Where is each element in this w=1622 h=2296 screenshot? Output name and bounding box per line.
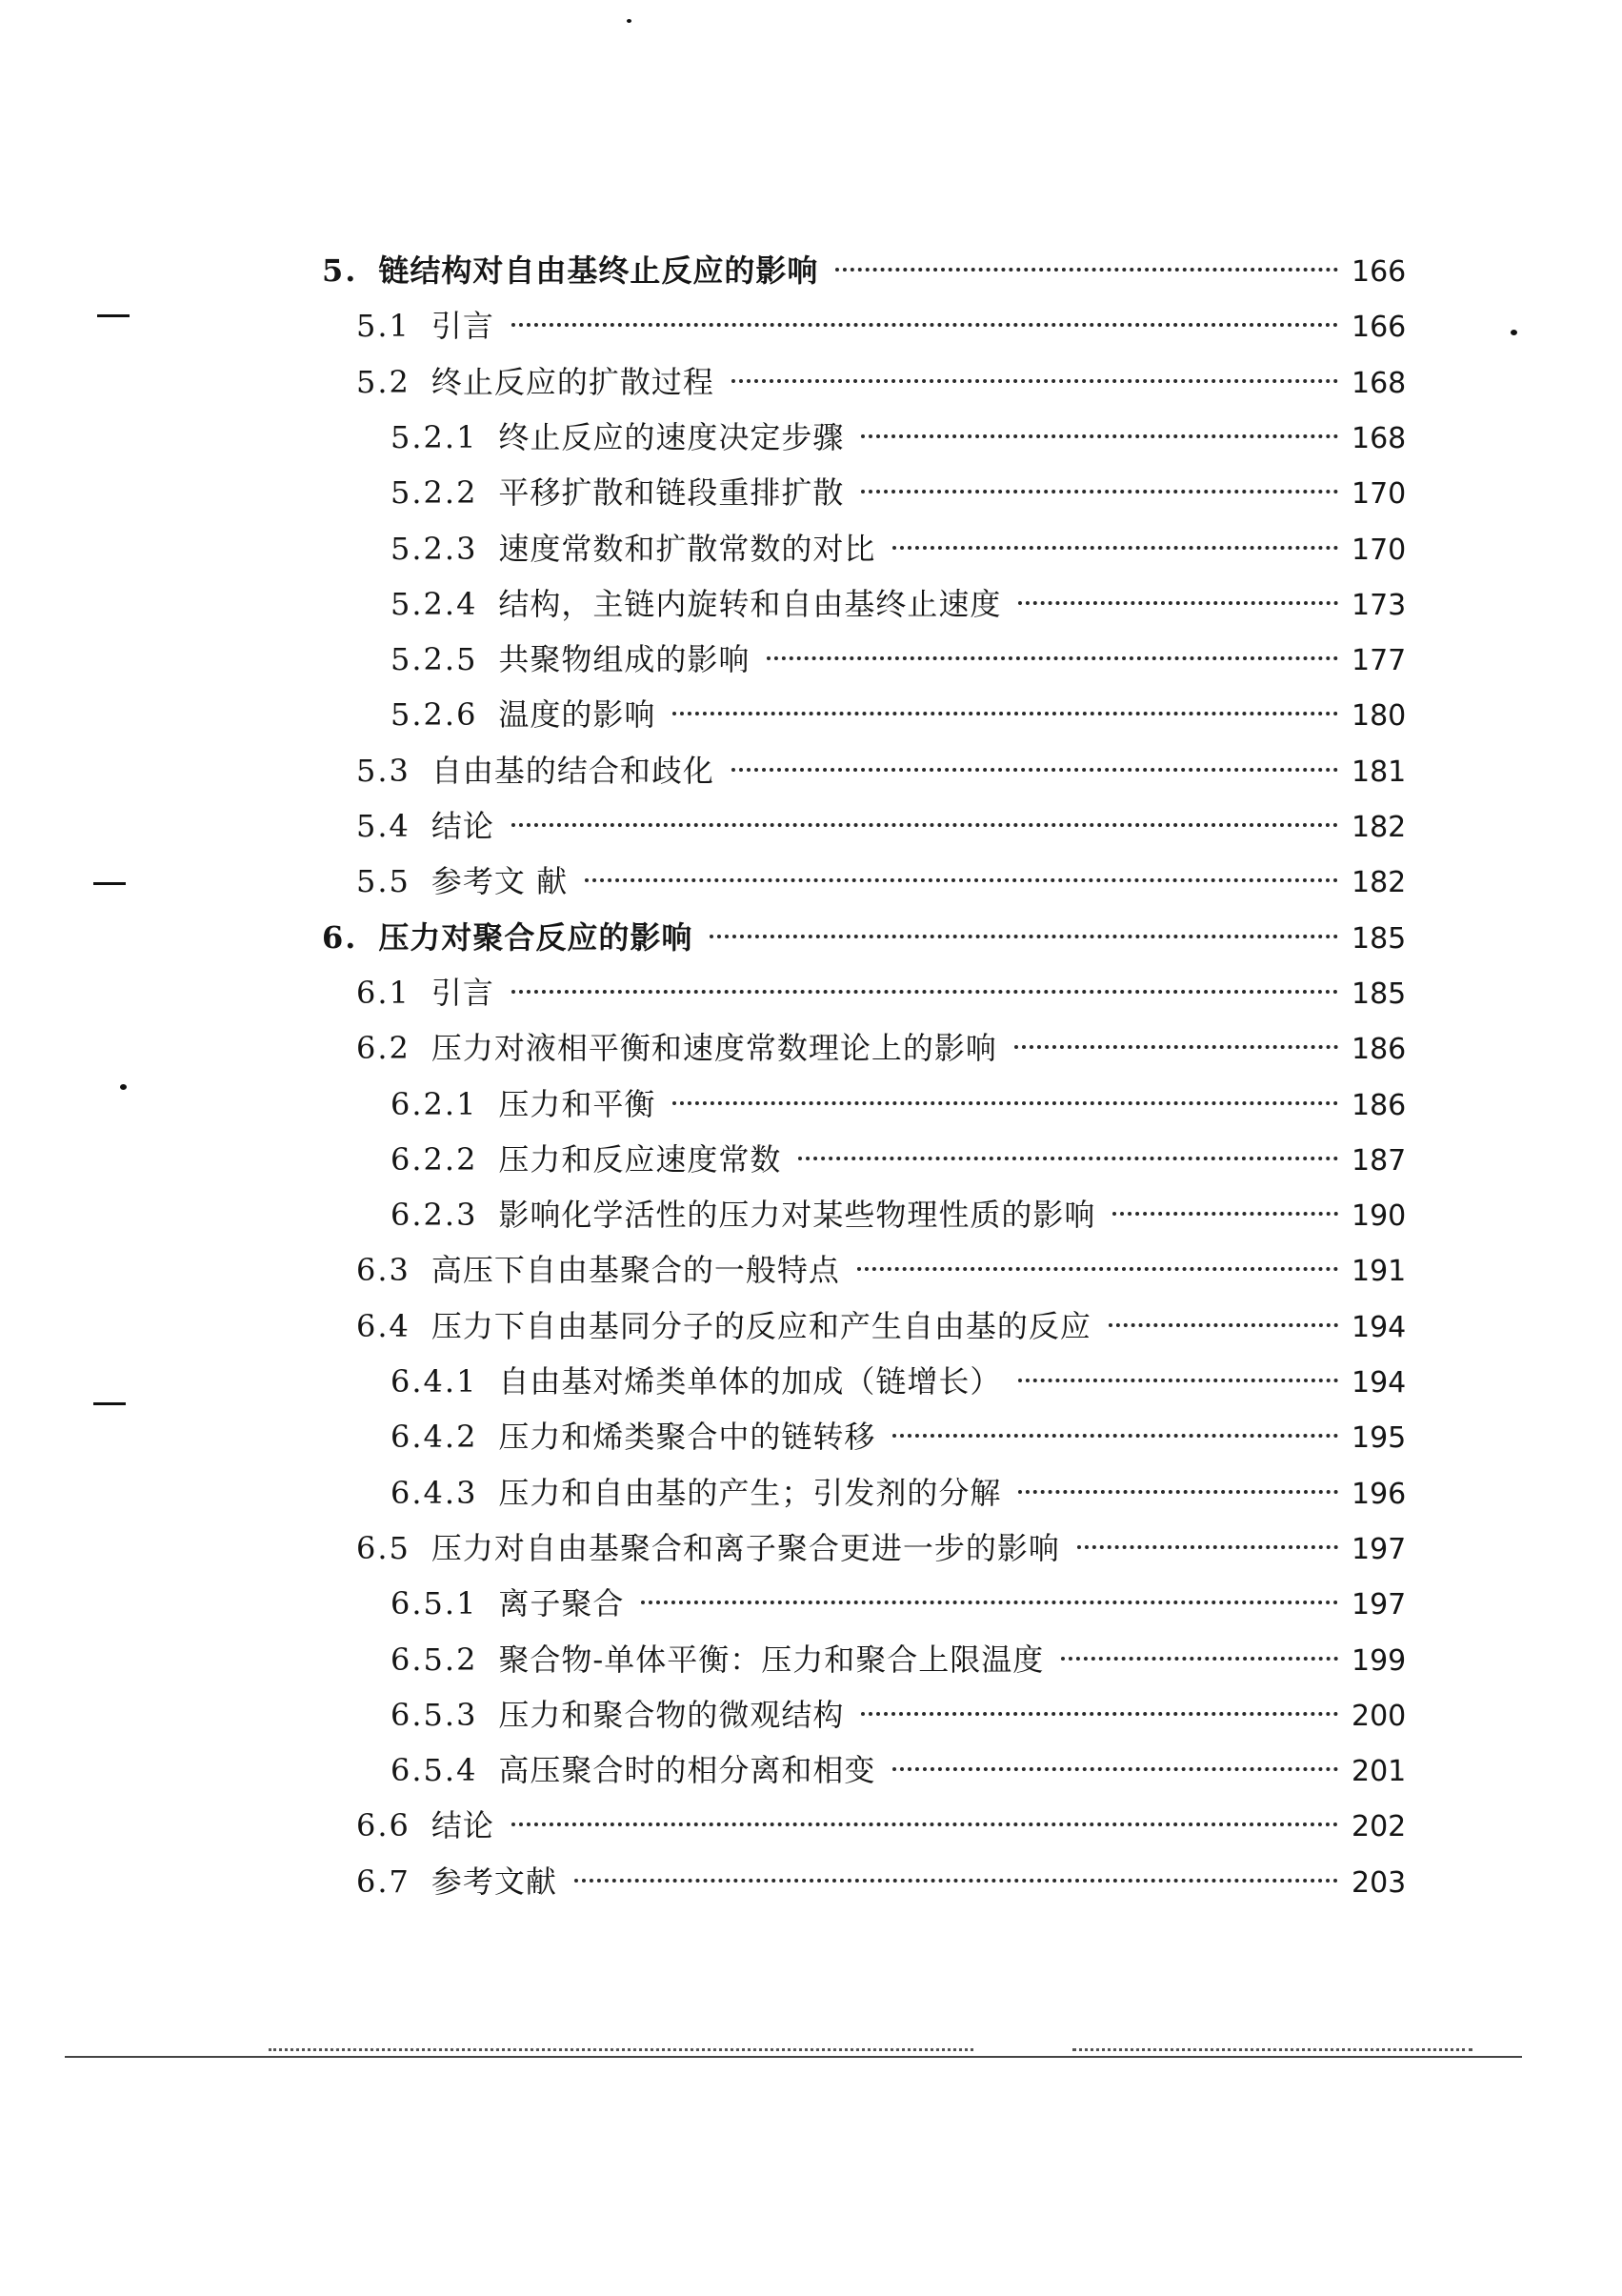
toc-entry-row [356, 1029, 1405, 1069]
section-title: 引言 [431, 308, 494, 345]
section-title: 影响化学活性的压力对某些物理性质的影响 [498, 1197, 1096, 1234]
page-number: 170 [1352, 533, 1407, 567]
toc-entry-row [390, 695, 1405, 735]
section-number: 6.5.2 [390, 1641, 478, 1678]
toc-entry-row [356, 752, 1405, 792]
section-number: 6.4.1 [390, 1363, 478, 1400]
page-number: 177 [1352, 644, 1407, 678]
margin-mark [93, 1402, 126, 1405]
toc-entry-row [356, 974, 1405, 1014]
toc-entry-row [390, 1196, 1405, 1236]
toc-chapter-row [322, 252, 1405, 292]
toc-entry-row [356, 363, 1405, 403]
page-number: 197 [1352, 1532, 1407, 1566]
dot-leader [892, 1434, 1338, 1438]
section-title: 结论 [431, 808, 494, 844]
section-title: 自由基对烯类单体的加成（链增长） [498, 1363, 1002, 1400]
toc-entry-row [356, 1529, 1405, 1569]
dot-leader [641, 1601, 1338, 1604]
section-number: 6.3 [356, 1252, 411, 1289]
scan-noise [269, 2044, 973, 2051]
section-title: 结论 [431, 1807, 494, 1844]
toc-entry-row [356, 862, 1405, 902]
toc-entry-row [390, 1641, 1405, 1681]
section-number: 6. [322, 918, 358, 956]
section-number: 6.2.1 [390, 1085, 478, 1122]
page-number: 182 [1352, 811, 1407, 844]
section-number: 5.2 [356, 363, 411, 400]
page-number: 186 [1352, 1033, 1407, 1067]
page-number: 199 [1352, 1643, 1407, 1678]
toc-entry-row [390, 1418, 1405, 1458]
section-number: 5.5 [356, 863, 411, 900]
section-number: 5.2.5 [390, 641, 478, 678]
section-number: 5.2.2 [390, 474, 478, 512]
toc-chapter-row [322, 918, 1405, 958]
toc-entry-row [356, 807, 1405, 847]
dot-leader [585, 878, 1338, 882]
dot-leader [1014, 1045, 1338, 1049]
section-number: 6.6 [356, 1807, 411, 1844]
section-title: 压力下自由基同分子的反应和产生自由基的反应 [431, 1307, 1091, 1344]
page-number: 201 [1352, 1755, 1407, 1789]
page-number: 185 [1352, 977, 1407, 1011]
toc-entry-row [356, 1251, 1405, 1291]
section-number: 6.2 [356, 1030, 411, 1067]
toc-entry-row [390, 1362, 1405, 1402]
dot-leader [511, 1823, 1338, 1826]
page-number: 181 [1352, 755, 1407, 789]
page-number: 194 [1352, 1366, 1407, 1400]
scan-speck [1511, 330, 1517, 335]
page-number: 173 [1352, 588, 1407, 622]
margin-mark [93, 882, 126, 885]
dot-leader [1077, 1545, 1338, 1549]
toc-entry-row [390, 1085, 1405, 1125]
toc-entry-row [390, 1584, 1405, 1624]
dot-leader [857, 1267, 1338, 1271]
page-number: 166 [1352, 255, 1407, 289]
dot-leader [835, 268, 1338, 272]
page-number: 203 [1352, 1865, 1407, 1900]
dot-leader [672, 712, 1338, 715]
section-number: 6.4.3 [390, 1474, 478, 1511]
section-number: 6.2.3 [390, 1197, 478, 1234]
scan-speck [120, 1084, 127, 1090]
section-title: 离子聚合 [498, 1585, 625, 1622]
dot-leader [767, 656, 1338, 660]
section-title: 聚合物-单体平衡：压力和聚合上限温度 [498, 1641, 1045, 1678]
page-number: 168 [1352, 421, 1407, 455]
section-title: 压力对自由基聚合和离子聚合更进一步的影响 [431, 1529, 1060, 1566]
section-title: 速度常数和扩散常数的对比 [498, 530, 876, 567]
page-number: 168 [1352, 366, 1407, 400]
dot-leader [1109, 1323, 1338, 1327]
toc-entry-row [356, 1863, 1405, 1903]
page-number: 182 [1352, 866, 1407, 900]
dot-leader [861, 1712, 1338, 1716]
page-number: 185 [1352, 921, 1407, 956]
section-number: 6.5.3 [390, 1696, 478, 1733]
dot-leader [1018, 1490, 1338, 1494]
section-number: 6.7 [356, 1863, 411, 1900]
section-number: 5. [322, 252, 358, 289]
dot-leader [1018, 1379, 1338, 1382]
toc-entry-row [390, 1751, 1405, 1791]
section-title: 高压下自由基聚合的一般特点 [431, 1252, 840, 1289]
section-title: 自由基的结合和歧化 [431, 752, 714, 789]
dot-leader [892, 1767, 1338, 1771]
section-number: 5.2.6 [390, 696, 478, 734]
section-title: 终止反应的扩散过程 [431, 363, 714, 400]
page-number: 187 [1352, 1143, 1407, 1178]
section-number: 6.5.1 [390, 1585, 478, 1622]
section-title: 链结构对自由基终止反应的影响 [378, 252, 819, 289]
section-number: 6.1 [356, 974, 411, 1011]
page-number: 170 [1352, 477, 1407, 512]
toc-entry-row [356, 307, 1405, 347]
section-title: 参考文 献 [431, 863, 569, 900]
dot-leader [511, 323, 1338, 327]
dot-leader [511, 990, 1338, 994]
section-title: 压力和烯类聚合中的链转移 [498, 1419, 876, 1456]
dot-leader [1018, 601, 1338, 605]
page-number: 166 [1352, 311, 1407, 345]
page-number: 195 [1352, 1421, 1407, 1456]
margin-mark [97, 314, 130, 317]
toc-entry-row [390, 1474, 1405, 1514]
page-number: 200 [1352, 1699, 1407, 1733]
page-number: 186 [1352, 1088, 1407, 1122]
page-number: 196 [1352, 1477, 1407, 1511]
dot-leader [892, 546, 1338, 550]
page-number: 197 [1352, 1588, 1407, 1622]
section-number: 5.2.1 [390, 418, 478, 455]
dot-leader [710, 935, 1338, 938]
section-number: 5.2.3 [390, 530, 478, 567]
dot-leader [861, 490, 1338, 493]
section-number: 5.1 [356, 308, 411, 345]
section-number: 6.5.4 [390, 1752, 478, 1789]
section-number: 5.2.4 [390, 585, 478, 622]
toc-entry-row [390, 473, 1405, 514]
section-title: 压力和自由基的产生；引发剂的分解 [498, 1474, 1002, 1511]
toc-entry-row [356, 1307, 1405, 1347]
section-number: 6.2.2 [390, 1140, 478, 1178]
dot-leader [731, 379, 1338, 383]
section-number: 5.3 [356, 752, 411, 789]
section-title: 引言 [431, 974, 494, 1011]
section-number: 6.4.2 [390, 1419, 478, 1456]
section-title: 压力对聚合反应的影响 [378, 918, 693, 956]
toc-entry-row [356, 1806, 1405, 1846]
toc-entry-row [390, 640, 1405, 680]
bottom-rule [65, 2056, 1522, 2058]
section-title: 平移扩散和链段重排扩散 [498, 474, 845, 512]
dot-leader [861, 434, 1338, 438]
scan-noise [1072, 2044, 1472, 2051]
section-title: 压力和聚合物的微观结构 [498, 1696, 845, 1733]
section-title: 高压聚合时的相分离和相变 [498, 1752, 876, 1789]
section-title: 终止反应的速度决定步骤 [498, 418, 845, 455]
scan-speck [627, 19, 631, 23]
page-number: 190 [1352, 1199, 1407, 1234]
toc-entry-row [390, 585, 1405, 625]
section-number: 6.5 [356, 1529, 411, 1566]
page-number: 202 [1352, 1810, 1407, 1844]
section-number: 5.4 [356, 808, 411, 844]
dot-leader [672, 1101, 1338, 1105]
section-title: 共聚物组成的影响 [498, 641, 751, 678]
section-title: 压力和反应速度常数 [498, 1140, 782, 1178]
section-title: 结构，主链内旋转和自由基终止速度 [498, 585, 1002, 622]
dot-leader [731, 768, 1338, 772]
page-number: 191 [1352, 1255, 1407, 1289]
section-title: 温度的影响 [498, 696, 656, 734]
toc-entry-row [390, 418, 1405, 458]
dot-leader [798, 1157, 1338, 1160]
section-title: 参考文献 [431, 1863, 557, 1900]
section-title: 压力和平衡 [498, 1085, 656, 1122]
dot-leader [574, 1879, 1338, 1883]
toc-entry-row [390, 530, 1405, 570]
dot-leader [511, 823, 1338, 827]
dot-leader [1061, 1657, 1338, 1661]
page-number: 194 [1352, 1310, 1407, 1344]
section-title: 压力对液相平衡和速度常数理论上的影响 [431, 1030, 997, 1067]
dot-leader [1112, 1212, 1338, 1216]
page-number: 180 [1352, 699, 1407, 734]
toc-entry-row [390, 1696, 1405, 1736]
toc-entry-row [390, 1140, 1405, 1180]
section-number: 6.4 [356, 1307, 411, 1344]
